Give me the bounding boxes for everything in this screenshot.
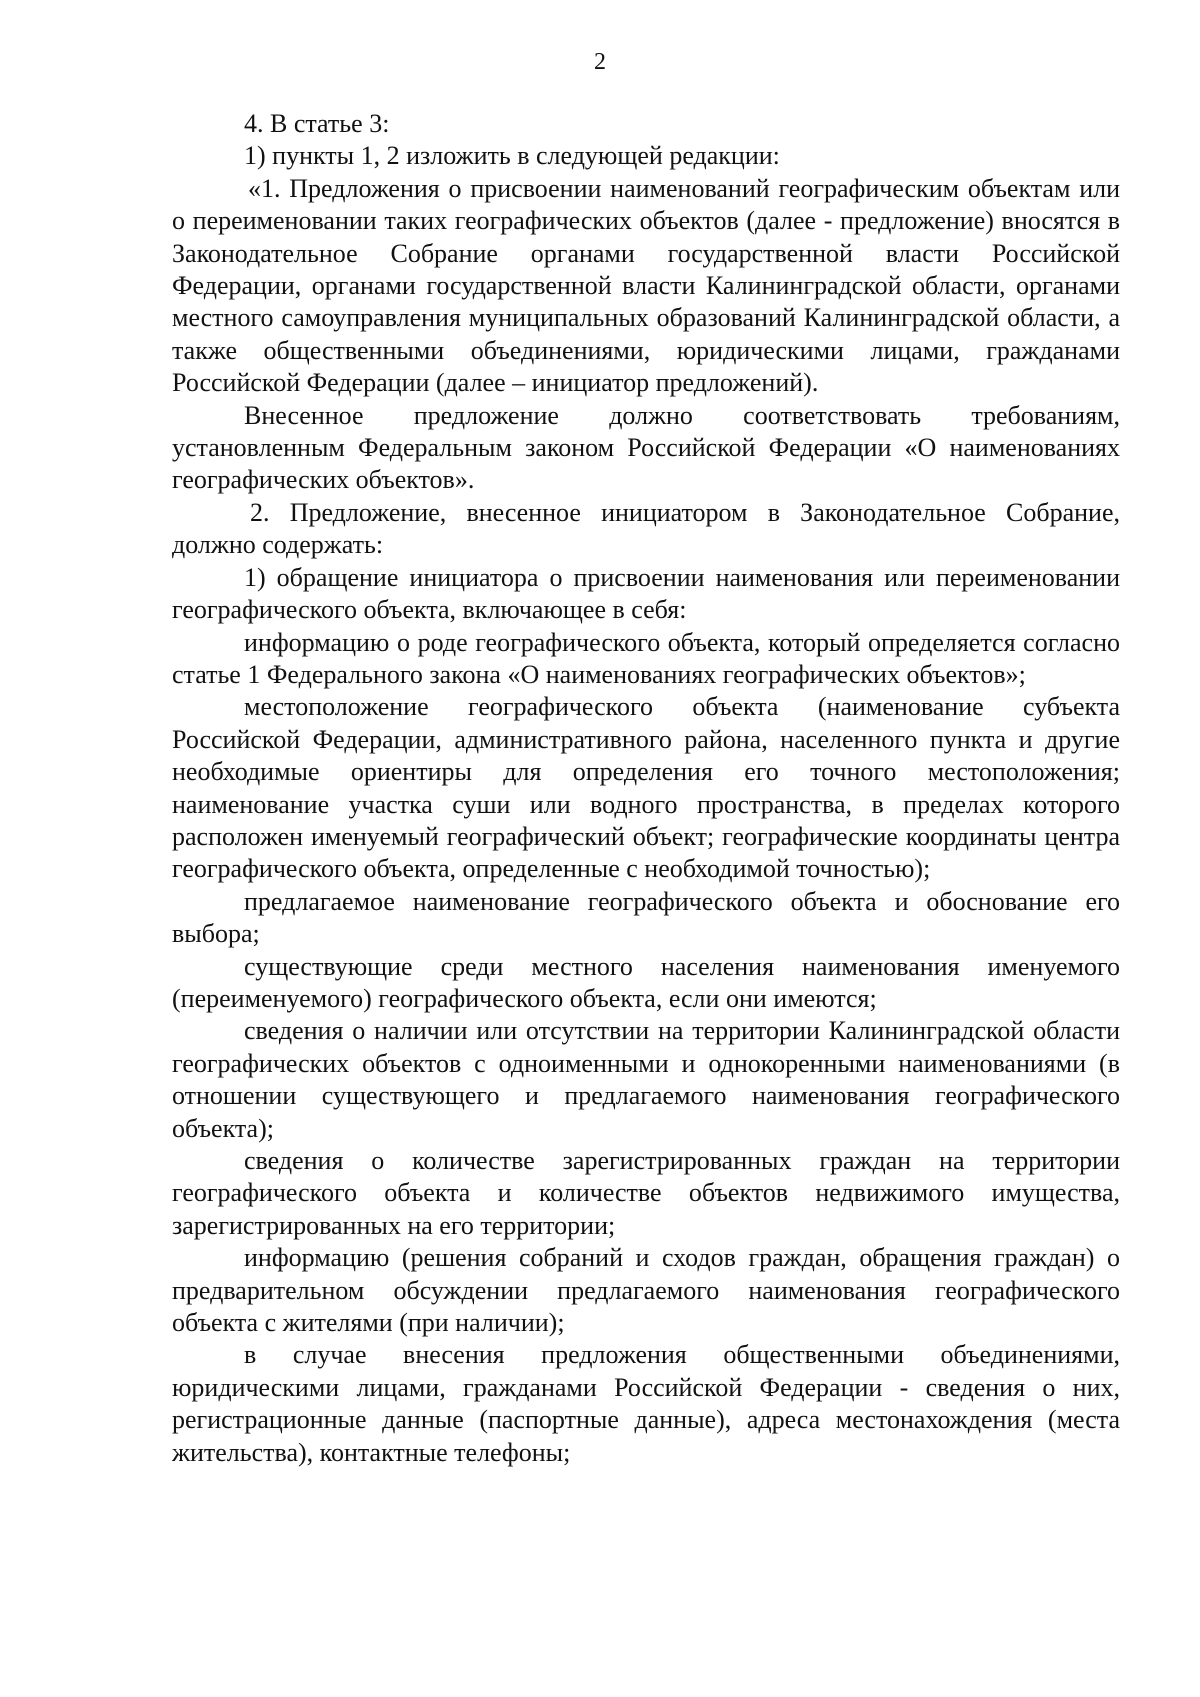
paragraph-proposed-name: предлагаемое наименование географического объекта и обоснование его выбора; bbox=[172, 886, 1120, 949]
paragraph-amendment-intro: 1) пункты 1, 2 изложить в следующей редакции: bbox=[244, 141, 780, 171]
page-number: 2 bbox=[594, 49, 606, 75]
paragraph-initiator-appeal: 1) обращение инициатора о присвоении наименования или переименовании географического объекта, включающее в себя: bbox=[172, 562, 1120, 625]
paragraph-citizens-count: сведения о количестве зарегистрированных граждан на территории географического объекта и количестве объектов недвижимого имущества, зарегистрированных на его территории; bbox=[172, 1146, 1120, 1240]
paragraph-article-heading: 4. В статье 3: bbox=[244, 109, 390, 138]
paragraph-existing-names: существующие среди местного населения наименования именуемого (переименуемого) географического объекта, если они имеются; bbox=[172, 951, 1120, 1013]
paragraph-submitted-proposal: Внесенное предложение должно соответствовать требованиям, установленным Федеральным законом Российской Федерации «О наименованиях географических объектов». bbox=[172, 400, 1120, 495]
paragraph-clause-2: 2. Предложение, внесенное инициатором в Законодательное Собрание, должно содержать: bbox=[172, 497, 1120, 560]
paragraph-clause-1: «1. Предложения о присвоении наименований географическим объектам или о переименовании таких географических объектов (далее - предложение) вносятся в Законодательное Собрание органами государственной власти Российской Федерации, органами государственной власти Калининградской области, органами местного самоуправления муниципальных образований Калининградской области, а также общественными объединениями, юридическими лицами, гражданами Российской Федерации (далее – инициатор предложений). bbox=[172, 173, 1120, 398]
paragraph-proposer-details: в случае внесения предложения общественными объединениями, юридическими лицами, гражданами Российской Федерации - сведения о них, регистрационные данные (паспортные данные), адреса местонахождения (места жительства), контактные телефоны; bbox=[172, 1340, 1120, 1467]
paragraph-object-location: местоположение географического объекта (наименование субъекта Российской Федерации, административного района, населенного пункта и другие необходимые ориентиры для определения его точного местоположения; наименование участка суши или водного пространства, в пределах которого расположен именуемый географический объект; географические координаты центра географического объекта, определенные с необходимой точностью); bbox=[172, 692, 1120, 884]
paragraph-discussion-info: информацию (решения собраний и сходов граждан, обращения граждан) о предварительном обсуждении предлагаемого наименования географического объекта с жителями (при наличии); bbox=[172, 1243, 1120, 1338]
document-body bbox=[172, 108, 1120, 1469]
paragraph-similar-names: сведения о наличии или отсутствии на территории Калининградской области географических объектов с одноименными и однокоренными наименованиями (в отношении существующего и предлагаемого наименования географического объекта); bbox=[172, 1016, 1120, 1143]
paragraph-object-kind: информацию о роде географического объекта, который определяется согласно статье 1 Федерального закона «О наименованиях географических объектов»; bbox=[172, 627, 1120, 689]
